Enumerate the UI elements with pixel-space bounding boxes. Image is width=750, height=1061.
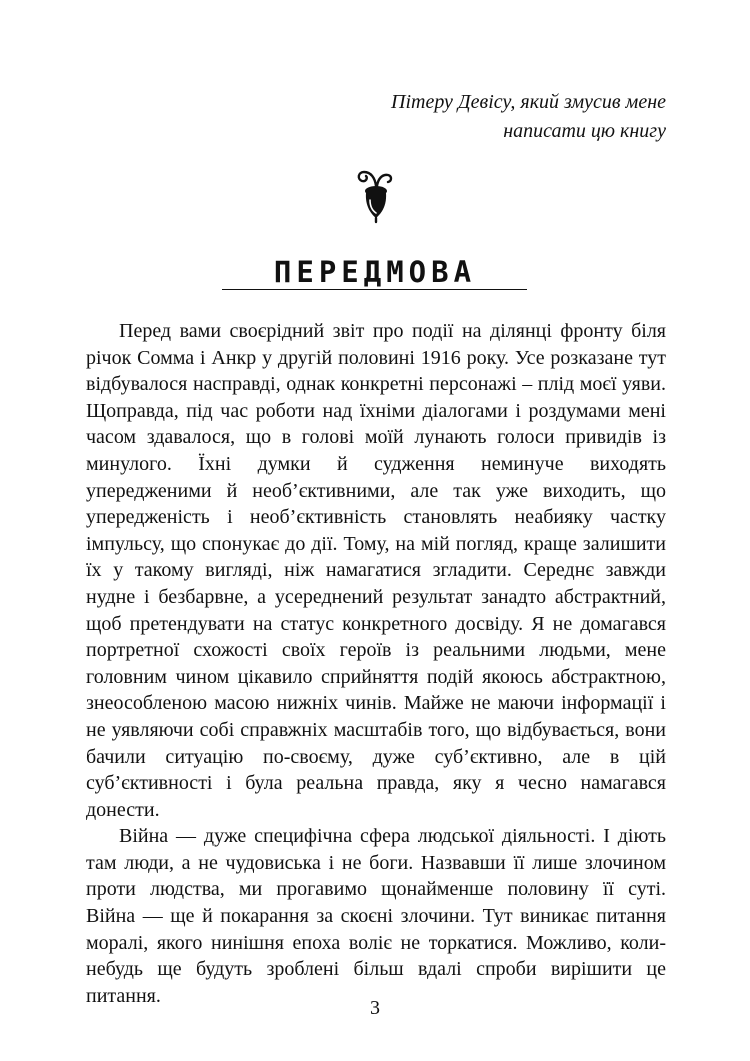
text-line: донести. xyxy=(86,798,160,821)
text-line: там люди, а не чудовиська і не боги. Назвавши її лише злочином xyxy=(86,851,666,874)
text-line: упередженими й необ’єктивними, але так уже виходить, що xyxy=(86,479,666,502)
text-line: річок Сомма і Анкр у другій половині 1916 року. Усе розказане тут xyxy=(86,346,666,369)
chapter-title: ПЕРЕДМОВА xyxy=(273,255,477,289)
text-line: знеособленою масою нижніх чинів. Майже не маючи інформації і xyxy=(86,692,666,715)
text-line: питання. xyxy=(86,984,161,1007)
text-line: головним чином цікавило сприйняття подій якоюсь абстрактною, xyxy=(86,665,666,688)
acorn-ornament-icon xyxy=(351,166,401,226)
paragraph-1 xyxy=(86,318,666,823)
text-line: небудь ще будуть зроблені більш вдалі спроби вирішити це xyxy=(86,958,666,981)
main-text xyxy=(86,318,666,1009)
dedication-line-2: написати цю книгу xyxy=(503,120,666,142)
text-line: щоб претендувати на статус конкретного досвіду. Я не домагався xyxy=(86,612,666,635)
text-line: портретної схожості своїх героїв із реальними людьми, мене xyxy=(86,639,666,662)
text-line: не уявляючи собі справжніх масштабів того, що відбувається, вони xyxy=(86,718,666,741)
text-line: упередженість і необ’єктивність становлять неабияку частку xyxy=(86,506,666,529)
text-line: бачили ситуацію по-своєму, дуже суб’єктивно, але в цій xyxy=(86,745,666,768)
text-line: їх у такому вигляді, ніж намагатися згладити. Середнє завжди xyxy=(86,559,666,582)
text-line: Війна — дуже специфічна сфера людської діяльності. І діють xyxy=(119,825,666,848)
title-underline xyxy=(222,289,527,290)
dedication xyxy=(266,88,666,146)
paragraph-2 xyxy=(86,823,666,1009)
text-line: нудне і безбарвне, а усереднений результат занадто абстрактний, xyxy=(86,585,666,608)
page-number: 3 xyxy=(370,997,380,1019)
text-line: моралі, якого нинішня епоха воліє не торкатися. Можливо, коли- xyxy=(86,931,666,954)
text-line: проти людства, ми прогавимо щонайменше половину її суті. xyxy=(86,878,666,901)
text-line: Війна — ще й покарання за скоєні злочини. Тут виникає питання xyxy=(86,905,666,928)
text-line: Щоправда, під час роботи над їхніми діалогами і роздумами мені xyxy=(86,399,666,422)
text-line: минулого. Їхні думки й судження неминуче виходять xyxy=(86,452,666,475)
dedication-line-1: Пітеру Девісу, який змусив мене xyxy=(391,91,666,113)
text-line: Перед вами своєрідний звіт про події на ділянці фронту біля xyxy=(119,320,666,342)
text-line: суб’єктивності і була реальна правда, яку я чесно намагався xyxy=(86,772,666,795)
text-line: часом здавалося, що в голові моїй лунають голоси привидів із xyxy=(86,426,666,449)
text-line: імпульсу, що спонукає до дії. Тому, на мій погляд, краще залишити xyxy=(86,532,666,555)
text-line: відбувалося насправді, однак конкретні персонажі – плід моєї уяви. xyxy=(86,373,666,396)
